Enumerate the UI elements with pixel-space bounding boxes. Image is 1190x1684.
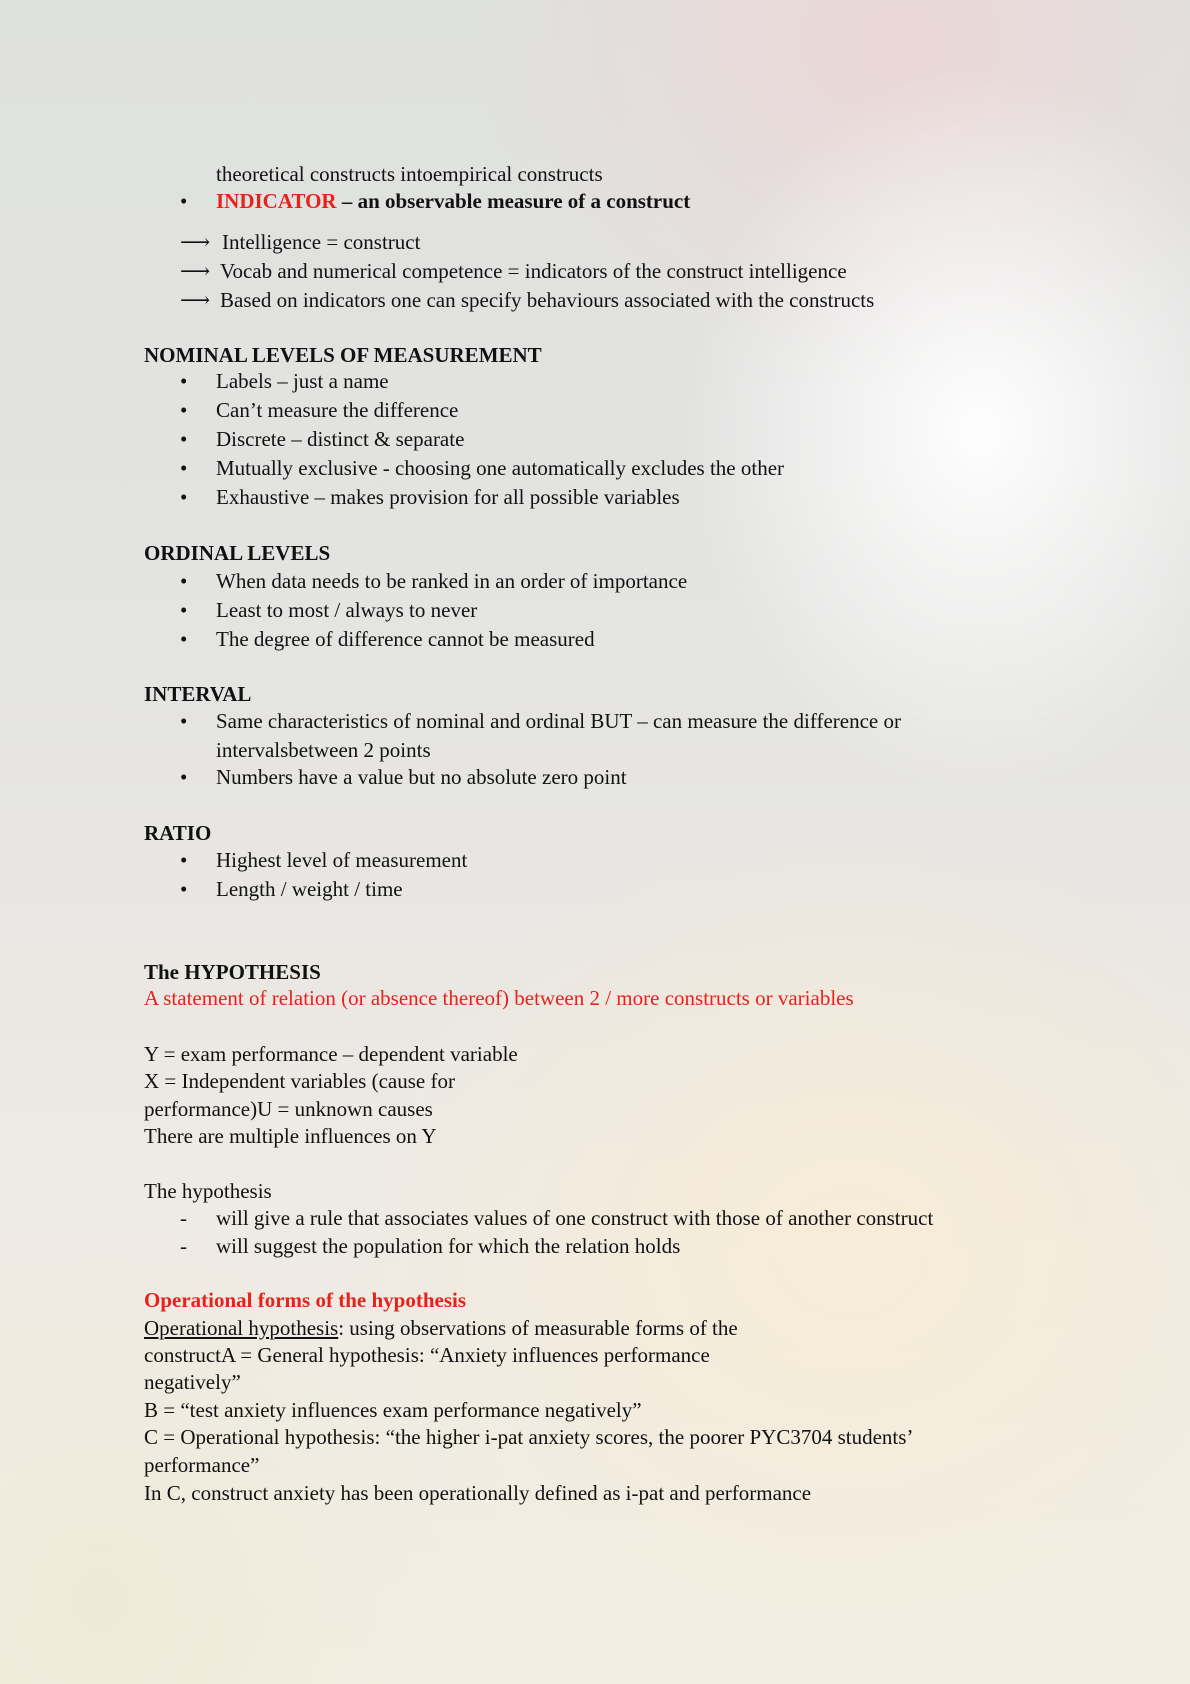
arrow-item: Based on indicators one can specify behaviours associated with the constructs — [220, 288, 875, 312]
list-item: Mutually exclusive - choosing one automatically excludes the other — [216, 456, 785, 480]
arrow-icon: ⟶ — [180, 230, 211, 254]
dash-item: will suggest the population for which the relation holds — [216, 1234, 681, 1258]
bullet: • — [180, 598, 188, 622]
hypothesis-definition: A statement of relation (or absence thereof) between 2 / more constructs or variables — [144, 986, 854, 1010]
indicator-line — [216, 188, 690, 214]
bullet: • — [180, 485, 188, 509]
interval-heading: INTERVAL — [144, 682, 252, 706]
ordinal-heading: ORDINAL LEVELS — [144, 541, 331, 565]
list-item: Highest level of measurement — [216, 848, 468, 872]
list-item: Can’t measure the difference — [216, 398, 459, 422]
bullet: • — [180, 189, 188, 213]
intro-continuation: theoretical constructs intoempirical constructs — [216, 162, 603, 186]
operational-heading: Operational forms of the hypothesis — [144, 1288, 466, 1312]
bullet: • — [180, 848, 188, 872]
bullet: • — [180, 427, 188, 451]
operational-definition — [144, 1315, 738, 1341]
list-item-continuation: intervalsbetween 2 points — [216, 738, 431, 762]
list-item: Discrete – distinct & separate — [216, 427, 465, 451]
text-line: Y = exam performance – dependent variable — [144, 1042, 518, 1066]
text-line: X = Independent variables (cause for — [144, 1069, 455, 1093]
dash-marker: - — [180, 1234, 187, 1258]
bullet: • — [180, 765, 188, 789]
hypothesis-heading: The HYPOTHESIS — [144, 960, 321, 984]
ratio-heading: RATIO — [144, 821, 212, 845]
bullet: • — [180, 398, 188, 422]
list-item: Labels – just a name — [216, 369, 389, 393]
arrow-icon: ⟶ — [180, 259, 211, 283]
text-line: constructA = General hypothesis: “Anxiety influences performance — [144, 1343, 710, 1367]
list-item: Exhaustive – makes provision for all possible variables — [216, 485, 680, 509]
bullet: • — [180, 369, 188, 393]
text-line: C = Operational hypothesis: “the higher i-pat anxiety scores, the poorer PYC3704 students’ — [144, 1425, 914, 1449]
text-line: performance)U = unknown causes — [144, 1097, 433, 1121]
indicator-term: INDICATOR — [216, 189, 337, 213]
arrow-item: Vocab and numerical competence = indicators of the construct intelligence — [220, 259, 847, 283]
text-line: There are multiple influences on Y — [144, 1124, 437, 1148]
text-line: B = “test anxiety influences exam performance negatively” — [144, 1398, 642, 1422]
operational-term-rest: : using observations of measurable forms of the — [338, 1316, 738, 1340]
list-item: The degree of difference cannot be measured — [216, 627, 595, 651]
list-item: Numbers have a value but no absolute zero point — [216, 765, 627, 789]
list-item: Least to most / always to never — [216, 598, 478, 622]
dash-marker: - — [180, 1206, 187, 1230]
text-line: The hypothesis — [144, 1179, 272, 1203]
text-line: In C, construct anxiety has been operationally defined as i-pat and performance — [144, 1481, 812, 1505]
text-line: performance” — [144, 1453, 260, 1477]
arrow-item: Intelligence = construct — [222, 230, 421, 254]
operational-term: Operational hypothesis — [144, 1316, 339, 1340]
bullet: • — [180, 456, 188, 480]
dash-item: will give a rule that associates values of one construct with those of another construct — [216, 1206, 934, 1230]
text-line: negatively” — [144, 1370, 241, 1394]
list-item: When data needs to be ranked in an order of importance — [216, 569, 688, 593]
arrow-icon: ⟶ — [180, 288, 211, 312]
bullet: • — [180, 627, 188, 651]
bullet: • — [180, 709, 188, 733]
bullet: • — [180, 569, 188, 593]
indicator-definition: – an observable measure of a construct — [336, 189, 691, 213]
list-item: Same characteristics of nominal and ordinal BUT – can measure the difference or — [216, 709, 901, 733]
nominal-heading: NOMINAL LEVELS OF MEASUREMENT — [144, 343, 542, 367]
list-item: Length / weight / time — [216, 877, 403, 901]
bullet: • — [180, 877, 188, 901]
